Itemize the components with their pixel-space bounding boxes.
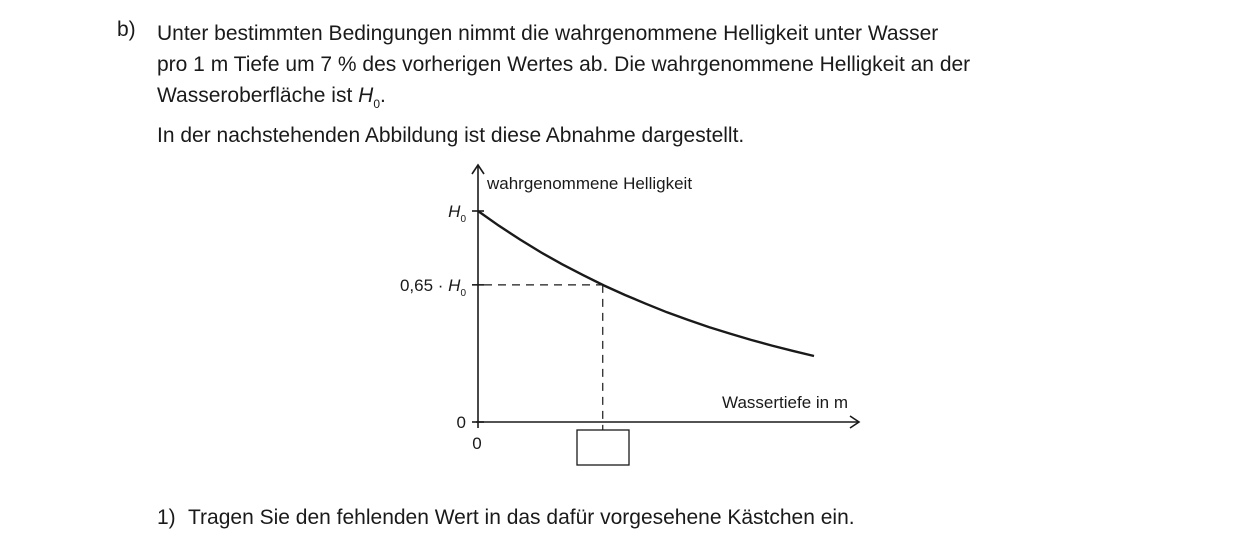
guide-lines bbox=[484, 285, 603, 430]
variable-h: H bbox=[358, 84, 374, 107]
description-line-2: pro 1 m Tiefe um 7 % des vorherigen Wertes ab. Die wahrgenommene Helligkeit an der bbox=[157, 53, 971, 76]
x-tick-label-0: 0 bbox=[472, 434, 482, 453]
description-line-3: Wasseroberfläche ist $H_0$. bbox=[157, 84, 386, 111]
answer-box[interactable] bbox=[577, 430, 629, 465]
y-tick-label-0: $H_0$ bbox=[448, 202, 466, 225]
description-line-4: In der nachstehenden Abbildung ist diese Abnahme dargestellt. bbox=[157, 124, 745, 147]
x-axis-label: Wassertiefe in m bbox=[722, 393, 848, 412]
decay-curve bbox=[478, 211, 814, 356]
question-number: 1) bbox=[157, 506, 176, 529]
y-axis bbox=[472, 165, 484, 428]
y-tick-label-2: 0 bbox=[456, 413, 466, 432]
description-line-1: Unter bestimmten Bedingungen nimmt die wahrgenommene Helligkeit unter Wasser bbox=[157, 22, 939, 45]
subscript: 0 bbox=[373, 97, 380, 111]
x-axis bbox=[476, 416, 859, 428]
question-text: Tragen Sie den fehlenden Wert in das dafür vorgesehene Kästchen ein. bbox=[188, 506, 855, 529]
y-axis-label: wahrgenommene Helligkeit bbox=[487, 174, 693, 193]
task-label: b) bbox=[117, 18, 136, 41]
y-tick-label-1: $0,65 \cdot H_0$ bbox=[399, 275, 466, 299]
y-ticks bbox=[400, 202, 484, 432]
